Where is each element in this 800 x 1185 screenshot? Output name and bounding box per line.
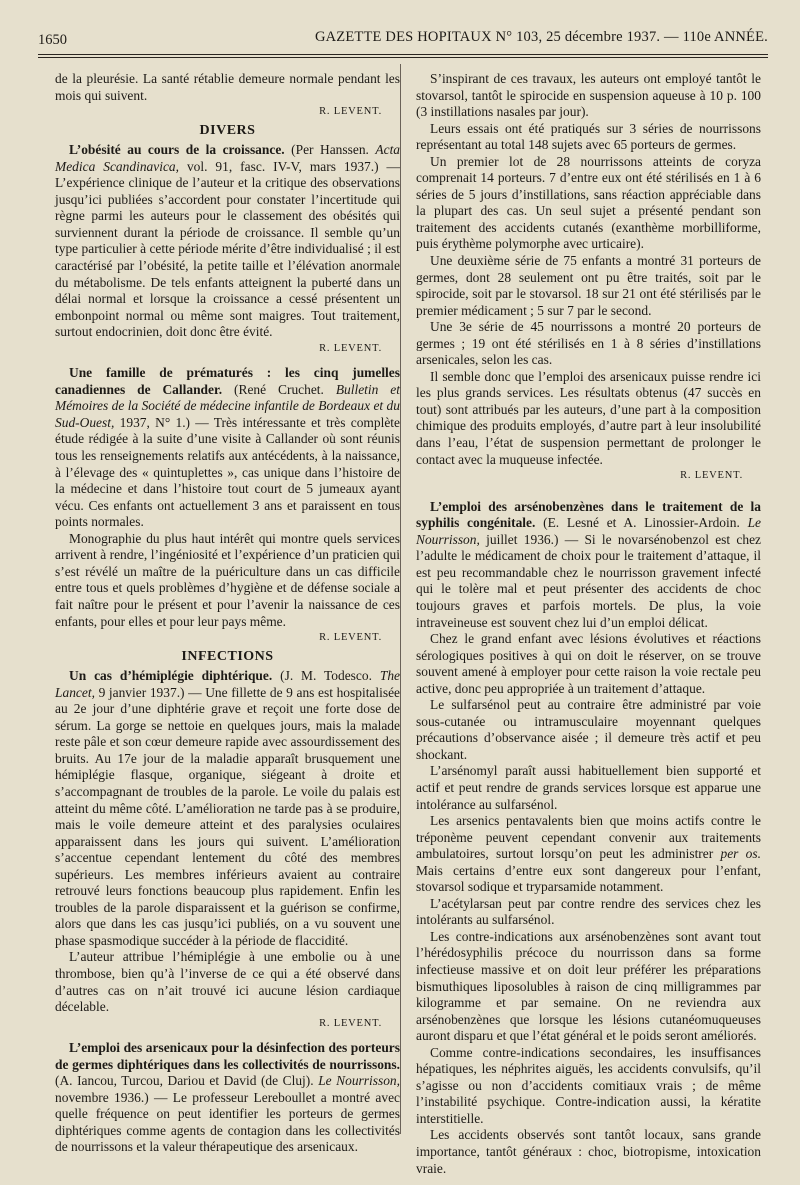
- article-author: (René Cruchet.: [234, 381, 324, 397]
- article-body: juillet 1936.) — Si le novarsénobenzol est chez l’adulte le médicament de choix pour le traitement d’attaque, il est peu recommandable chez le nourrisson gravement infecté qui le tolère mal et peut présenter des accidents de choc toujours graves et parfois mortels. De plus, la voie intraveineuse est souvent chez lui d’un emploi délicat.: [416, 531, 762, 630]
- article-hemiplegie: [55, 668, 400, 949]
- article-title: L’emploi des arsenicaux pour la désinfection des porteurs de germes diphtériques dans les collectivités de nourrissons.: [55, 1040, 400, 1072]
- article-journal: Acta Medica Scandinavica,: [55, 142, 401, 174]
- paragraph: Le sulfarsénol peut au contraire être administré par voie sous-cutanée ou intramusculaire moyennant quelques précautions d’observance aisée ; il demeure très actif et peu shockant.: [416, 697, 761, 762]
- section-heading-infections: INFECTIONS: [181, 648, 274, 664]
- page-header: [38, 28, 768, 50]
- paragraph: Une deuxième série de 75 enfants a montré 31 porteurs de germes, dont 28 seulement ont pu être traités, soit par le spirocide, soit par le stovarsol. 18 sur 21 ont été stérilisés par le premier médicament ; 5 sur 7 par le second.: [416, 253, 761, 318]
- article-title: L’emploi des arsénobenzènes dans le traitement de la syphilis congénitale.: [416, 498, 761, 531]
- paragraph: Une 3e série de 45 nourrissons a montré 20 porteurs de germes ; 19 ont été stérilisés en 1 à 8 séries d’instillations arsenicales, selon les cas.: [416, 319, 761, 368]
- article-author: (Per Hanssen.: [291, 142, 369, 158]
- article-obesite: [55, 142, 400, 341]
- article-journal: The Lancet,: [55, 668, 400, 700]
- author-signature: R. LEVENT.: [319, 1017, 382, 1029]
- header-rule-bottom: [38, 57, 768, 58]
- article-title: Une famille de prématurés : les cinq jumelles canadiennes de Callander.: [55, 365, 400, 397]
- header-rule-top: [38, 54, 768, 55]
- article-author: (E. Lesné et A. Linossier-Ardoin.: [543, 515, 740, 531]
- left-column: [55, 71, 400, 1156]
- column-divider: [400, 64, 401, 1134]
- article-title: Un cas d’hémiplégie diphtérique.: [69, 668, 273, 684]
- author-signature: R. LEVENT.: [319, 342, 382, 354]
- article-arsenobenzenes: [416, 499, 761, 631]
- spacer: [55, 357, 400, 365]
- article-body: novembre 1936.) — Le professeur Lereboullet a montré avec quelle fréquence on peut identifier les porteurs de germes diphtériques comme agents de contagion dans les collectivités de nourrissons et la valeur thérapeutique des arsenicaux.: [55, 1089, 400, 1155]
- paragraph: L’acétylarsan peut par contre rendre des services chez les intolérants au sulfarsénol.: [416, 895, 761, 928]
- author-signature: R. LEVENT.: [680, 470, 743, 482]
- article-journal: Bulletin et Mémoires de la Société de médecine infantile de Bordeaux et du Sud-Ouest,: [55, 381, 400, 430]
- spacer: [416, 485, 761, 499]
- paragraph: Il semble donc que l’emploi des arsenicaux puisse rendre ici les plus grands services. Les résultats obtenus (47 succès en tout) sont attribués par les auteurs, d’une part à la composition chimique des produits employés, d’autre part à leur insolubilité dans l’eau, l’état de suspension permettant de prolonger le contact avec la muqueuse infectée.: [416, 368, 761, 467]
- paragraph-text: Les arsenics pentavalents bien que moins actifs contre le tréponème peuvent cependant convenir aux traitements ambulatoires, surtout lorsqu’on peut les administrer: [416, 813, 761, 862]
- italic-phrase: per os.: [720, 846, 761, 862]
- author-signature: R. LEVENT.: [319, 106, 382, 118]
- article-body: vol. 91, fasc. IV-V, mars 1937.) — L’expérience clinique de l’auteur et la critique des observations jusqu’ici publiées s’accordent pour constater l’incertitude qui règne parmi les auteurs pour le classement des obésités qui surviennent durant la période de croissance. Il semble qu’un type particulier à cette période mérite d’être individualisé ; il est caractérisé par l’obésité, la petite taille et l’élévation anormale du métabolisme. De tels enfants atteignent la puberté dans un délai normal et lorsque la croissance a cessé présentent un embonpoint normal ou même sont maigres. Tout traitement, surtout endocrinien, doit donc être évité.: [55, 158, 400, 340]
- right-column: [416, 71, 761, 1177]
- paragraph: de la pleurésie. La santé rétablie demeure normale pendant les mois qui suivent.: [55, 71, 400, 103]
- running-title: GAZETTE DES HOPITAUX N° 103, 25 décembre 1937. — 110e ANNÉE.: [314, 29, 768, 45]
- paragraph: L’auteur attribue l’hémiplégie à une embolie ou à une thrombose, bien qu’à l’inverse de ce qui a été observé dans d’autres cas on n’ait trouvé ici aucune lésion cardiaque décelable.: [55, 949, 400, 1015]
- article-journal: Le Nourrisson,: [318, 1073, 401, 1089]
- paragraph: [416, 813, 761, 896]
- article-body: 9 janvier 1937.) — Une fillette de 9 ans est hospitalisée au 2e jour d’une diphtérie grave et reçoit une forte dose de sérum. La gorge se nettoie en quelques jours, mais la malade reste pâle et son cœur demeure rapide avec assourdissement des bruits. Au 17e jour de la maladie apparaît brusquement une hémiplégie flasque, organique, siégeant à droite et s’accompagnant de troubles de la parole. Le voile du palais est atteint du même côté. L’amélioration ne tarde pas à se produire, mais le voile demeure atteint et des paralysies oculaires apparaissent dans les jours qui suivent. L’amélioration s’accentue cependant lentement du côté des membres supérieurs. Les membres inférieurs avaient au contraire retrouvé leurs fonctions beaucoup plus rapidement. Enfin les troubles de la parole disparaissent et la guérison se confirme, alors que dans les cas jusqu’ici publiés, on a vu souvent une phase spasmodique succéder à la période de flaccidité.: [55, 684, 401, 948]
- spacer: [55, 1032, 400, 1040]
- paragraph-text: Mais certains d’entre eux sont dangereux pour l’enfant, stovarsol sodique et tryparsamide notamment.: [416, 862, 761, 895]
- paragraph: Leurs essais ont été pratiqués sur 3 séries de nourrissons représentant au total 148 sujets avec 65 porteurs de germes.: [416, 120, 761, 153]
- page-number: 1650: [38, 32, 67, 48]
- article-journal: Le Nourrisson,: [416, 515, 761, 547]
- article-author: (A. Iancou, Turcou, Dariou et David (de Cluj).: [55, 1073, 314, 1089]
- paragraph: S’inspirant de ces travaux, les auteurs ont employé tantôt le stovarsol, tantôt le spirocide en suspension aqueuse à 10 p. 100 (3 instillations nasales par jour).: [416, 71, 761, 120]
- article-title: L’obésité au cours de la croissance.: [69, 142, 285, 158]
- article-body: 1937, N° 1.) — Très intéressante et très complète étude rédigée à la suite d’une visite à Callander où sont réunis tous les renseignements relatifs aux antécédents, à la naissance, à l’élevage des « quintuplettes », cas unique dans l’histoire de la médecine et dans l’histoire tout court de 5 jumeaux ayant vécu. Ces enfants ont actuellement 3 ans et paraissent en tous points normales.: [55, 414, 401, 530]
- paragraph: Les accidents observés sont tantôt locaux, sans grande importance, tantôt généraux : choc, biotropisme, intoxication vraie.: [416, 1127, 761, 1176]
- article-author: (J. M. Todesco.: [280, 668, 372, 684]
- article-arsenicaux: [55, 1040, 400, 1156]
- author-signature: R. LEVENT.: [319, 632, 382, 644]
- paragraph: Un premier lot de 28 nourrissons atteints de coryza comprenait 14 porteurs. 7 d’entre eux ont été stérilisés en 1 à 6 séries de 5 jours d’instillations, sans réaction appréciable dans la plupart des cas. Un seul sujet a présenté pendant son traitement des accidents cutanés (exanthème morbilliforme, puis érythème polymorphe avec urticaire).: [416, 153, 761, 252]
- paragraph: Comme contre-indications secondaires, les insuffisances hépatiques, les néphrites aiguës, les accidents convulsifs, qu’il s’agisse ou non d’accidents comitiaux vrais ; de même l’instabilité psychique. Contre-indication aussi, la kératite interstitielle.: [416, 1044, 761, 1126]
- article-jumelles: [55, 365, 400, 530]
- paragraph: Monographie du plus haut intérêt qui montre quels services arrivent à rendre, l’ingéniosité et l’expérience d’un praticien qui s’est révélé un maître de la puériculture dans un cas difficile entre tous et quels problèmes d’hygiène et de défense sociale a fait naître pour le présent et pour l’avenir la naissance de ces enfants, pour elles et pour leur pays même.: [55, 530, 400, 629]
- paragraph: Les contre-indications aux arsénobenzènes sont avant tout l’hérédosyphilis précoce du nourrisson dans sa forme infectieuse massive et on doit leur préférer les préparations bismuthiques liposolubles à raison de cinq milligrammes par kilogramme et par semaine. On ne reviendra aux arsénobenzènes que lorsque les lésions cutanéomuqueuses auront disparu et que l’état général et le poids seront améliorés.: [416, 928, 761, 1044]
- paragraph: L’arsénomyl paraît aussi habituellement bien supporté et actif et peut rendre de grands services lorsque est apparue une intolérance au sulfarsénol.: [416, 763, 761, 812]
- section-heading-divers: DIVERS: [199, 122, 256, 138]
- paragraph: Chez le grand enfant avec lésions évolutives et réactions sérologiques positives à qui on doit le réserver, on se trouve souvent amené à employer pour cette raison la voie rectale peu active, donc peu appropriée à un traitement d’attaque.: [416, 631, 761, 696]
